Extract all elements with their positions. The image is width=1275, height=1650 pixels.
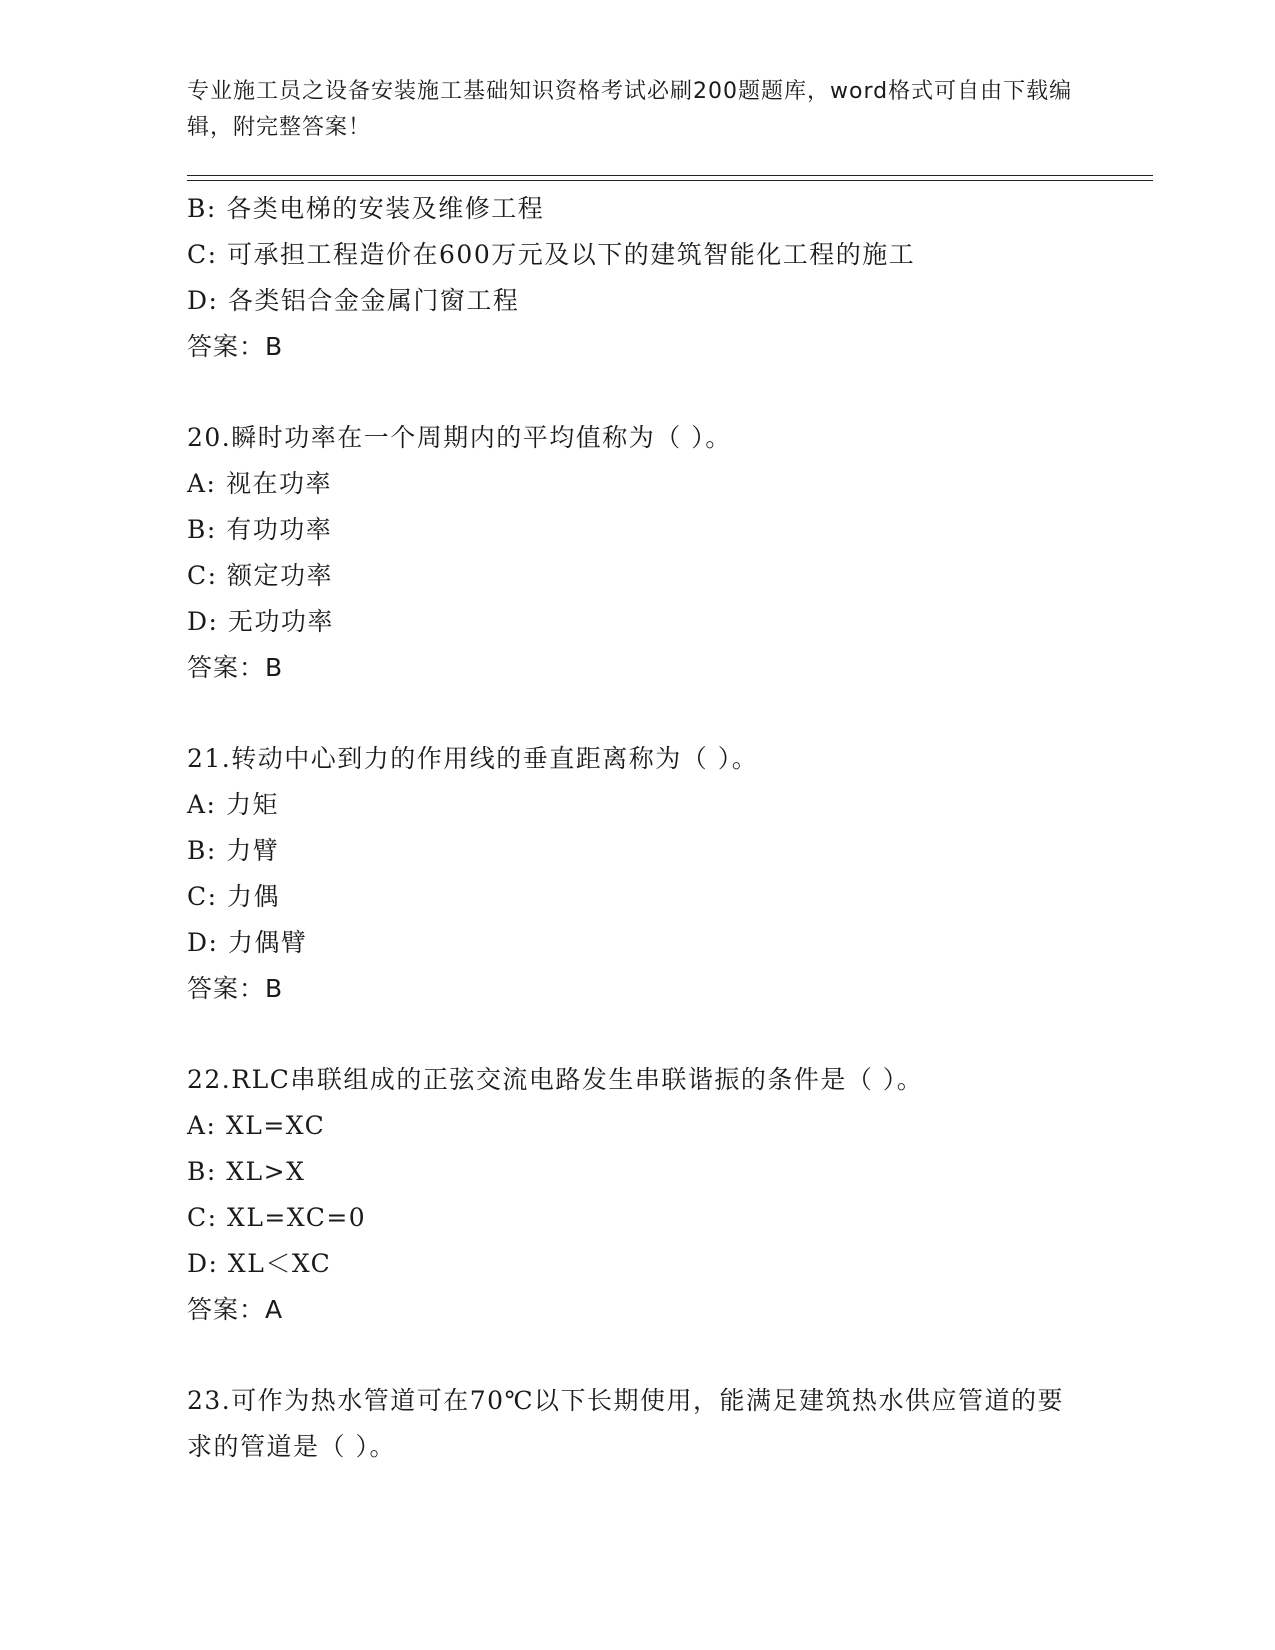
option-row: A: 力矩 (187, 790, 279, 819)
answer-line: 答案：B (187, 653, 284, 682)
question-list (187, 186, 1147, 1470)
header-rule-top (187, 175, 1153, 176)
option-row: D: 力偶臂 (187, 928, 308, 957)
question-stem: 21.转动中心到力的作用线的垂直距离称为（ ）。 (187, 744, 759, 773)
option-row: C: XL=XC=0 (187, 1203, 367, 1232)
option-row: D: 无功功率 (187, 607, 334, 636)
header-rule-bottom (187, 180, 1153, 181)
option-row: C: 额定功率 (187, 561, 334, 590)
option-row: A: 视在功率 (187, 469, 332, 498)
option-row: D: XL＜XC (187, 1249, 332, 1278)
question-stem: 20.瞬时功率在一个周期内的平均值称为（ ）。 (187, 423, 732, 452)
option-row: B: 力臂 (187, 836, 280, 865)
answer-line: 答案：A (187, 1295, 284, 1324)
option-row: D: 各类铝合金金属门窗工程 (187, 286, 520, 315)
question-stem: 22.RLC串联组成的正弦交流电路发生串联谐振的条件是（ ）。 (187, 1065, 924, 1094)
question-stem: 23.可作为热水管道可在70℃以下长期使用，能满足建筑热水供应管道的要求的管道是（ ）。 (187, 1386, 1065, 1461)
option-row: A: XL=XC (187, 1111, 326, 1140)
option-row: C: 可承担工程造价在600万元及以下的建筑智能化工程的施工 (187, 240, 916, 269)
document-header: 专业施工员之设备安装施工基础知识资格考试必刷200题题库，word格式可自由下载编辑，附完整答案！ (187, 79, 1073, 140)
option-row: B: 各类电梯的安装及维修工程 (187, 194, 545, 223)
option-row: C: 力偶 (187, 882, 281, 911)
option-row: B: XL>X (187, 1157, 306, 1186)
answer-line: 答案：B (187, 332, 284, 361)
answer-line: 答案：B (187, 974, 284, 1003)
option-row: B: 有功功率 (187, 515, 333, 544)
